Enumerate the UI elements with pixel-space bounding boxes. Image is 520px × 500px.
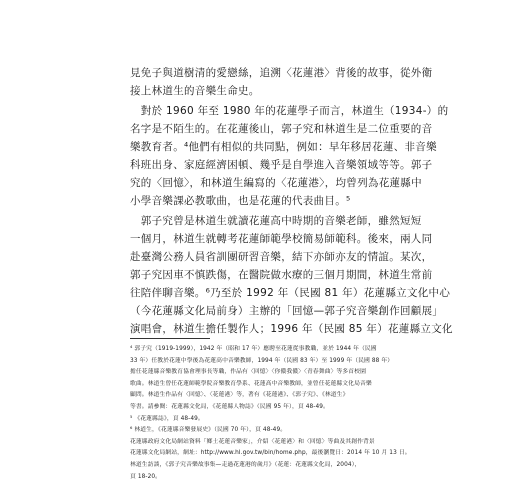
footnotes bbox=[130, 344, 411, 483]
text-line: 郭子究曾是林道生就讀花蓮高中時期的音樂老師，雖然短短 bbox=[130, 215, 422, 227]
text-line: 見免子與道樹清的愛戀絲，追溯〈花蓮港〉背後的故事，從外衛 bbox=[130, 67, 433, 79]
footnote-line: 花蓮縣政府文化局網站資料「鄉土花蓮音樂家」，介紹〈花蓮港〉和〈回憶〉等曲及其創作背景 bbox=[130, 438, 375, 445]
footnote-line: 頁 18-20。 bbox=[130, 473, 162, 480]
footnote-line: 33 年）任教於花蓮中學後為花蓮高中音樂教師，1994 年（民國 83 年）至 1999 年（民國 88 年） bbox=[130, 357, 394, 364]
text-line: 郭子究因車不慎跌傷，在醫院做水療的三個月期間，林道生常前 bbox=[130, 269, 433, 281]
footnote-line: 等書。請參閱：花蓮縣文化局，《花蓮縣人物誌》（民國 95 年），頁 48-49。 bbox=[130, 403, 329, 410]
text-line: 樂教育者。⁴他們有相似的共同點，例如：早年移居花蓮、非音樂 bbox=[130, 141, 437, 153]
text-line: 小學音樂課必教歌曲，也是花蓮的代表曲目。⁵ bbox=[130, 195, 351, 207]
footnote-line: 擔任花蓮縣音樂教育協會理事長等職，作品有〈回憶〉〈你儂我儂〉〈青春舞曲〉等多首校園 bbox=[130, 369, 366, 376]
text-line: 對於 1960 年至 1980 年的花蓮學子而言，林道生（1934-）的 bbox=[130, 105, 449, 117]
footnote-line: 林道生訪談，《郭子究音樂故事集—走過花蓮港的歲月》（花蓮：花蓮縣文化局，2004）， bbox=[130, 461, 361, 468]
text-line: 赴臺灣公務人員省訓團研習音樂，結下亦師亦友的情誼。某次， bbox=[130, 251, 433, 263]
text-line: （今花蓮縣文化局前身）主辦的「回憶—郭子究音樂創作回顧展」 bbox=[130, 305, 444, 317]
footnote-line: ⁵ 《花蓮縣誌》，頁 48-49。 bbox=[130, 415, 204, 422]
footnote-line: ⁴ 郭子究（1919-1999），1942 年（昭和 17 年）應聘至花蓮從事教職，並於 1944 年（民國 bbox=[130, 346, 377, 352]
footnote-line: 顧問。林道生作品有〈回憶〉、〈花蓮港〉等，著有《花蓮港》、《郭子究》、《林道生》 bbox=[130, 392, 349, 399]
body-text bbox=[130, 64, 453, 338]
text-line: 演唱會，林道生擔任製作人；1996 年（民國 85 年）花蓮縣立文化 bbox=[130, 323, 453, 335]
footnote-divider bbox=[130, 338, 210, 339]
text-line: 究的〈回憶〉，和林道生編寫的〈花蓮港〉，均曾列為花蓮縣中 bbox=[130, 177, 422, 189]
footnote-line: 歌曲。林道生曾任花蓮師範學院音樂教育學系、花蓮高中音樂教師，並曾任花蓮縣文化局音樂 bbox=[130, 380, 372, 387]
text-line: 名字是不陌生的。在花蓮後山，郭子究和林道生是二位重要的音 bbox=[130, 123, 433, 135]
text-line: 往陪伴聊音樂。⁶乃至於 1992 年（民國 81 年）花蓮縣立文化中心 bbox=[130, 287, 451, 299]
footnote-line: 花蓮縣文化局網站，網址：http://www.hl.gov.tw/bin/home.php，最後瀏覽日：2014 年 10 月 13 日。 bbox=[130, 450, 411, 457]
text-line: 一個月，林道生就轉考花蓮師範學校簡易師範科。後來，兩人同 bbox=[130, 233, 433, 245]
footnote-line: ⁶ 林道生，《花蓮縣音樂發展史》（民國 70 年），頁 48-49。 bbox=[130, 427, 287, 434]
text-line: 科班出身、家庭經濟困頓、幾乎是自學進入音樂領域等等。郭子 bbox=[130, 159, 433, 171]
text-line: 接上林道生的音樂生命史。 bbox=[130, 85, 260, 97]
